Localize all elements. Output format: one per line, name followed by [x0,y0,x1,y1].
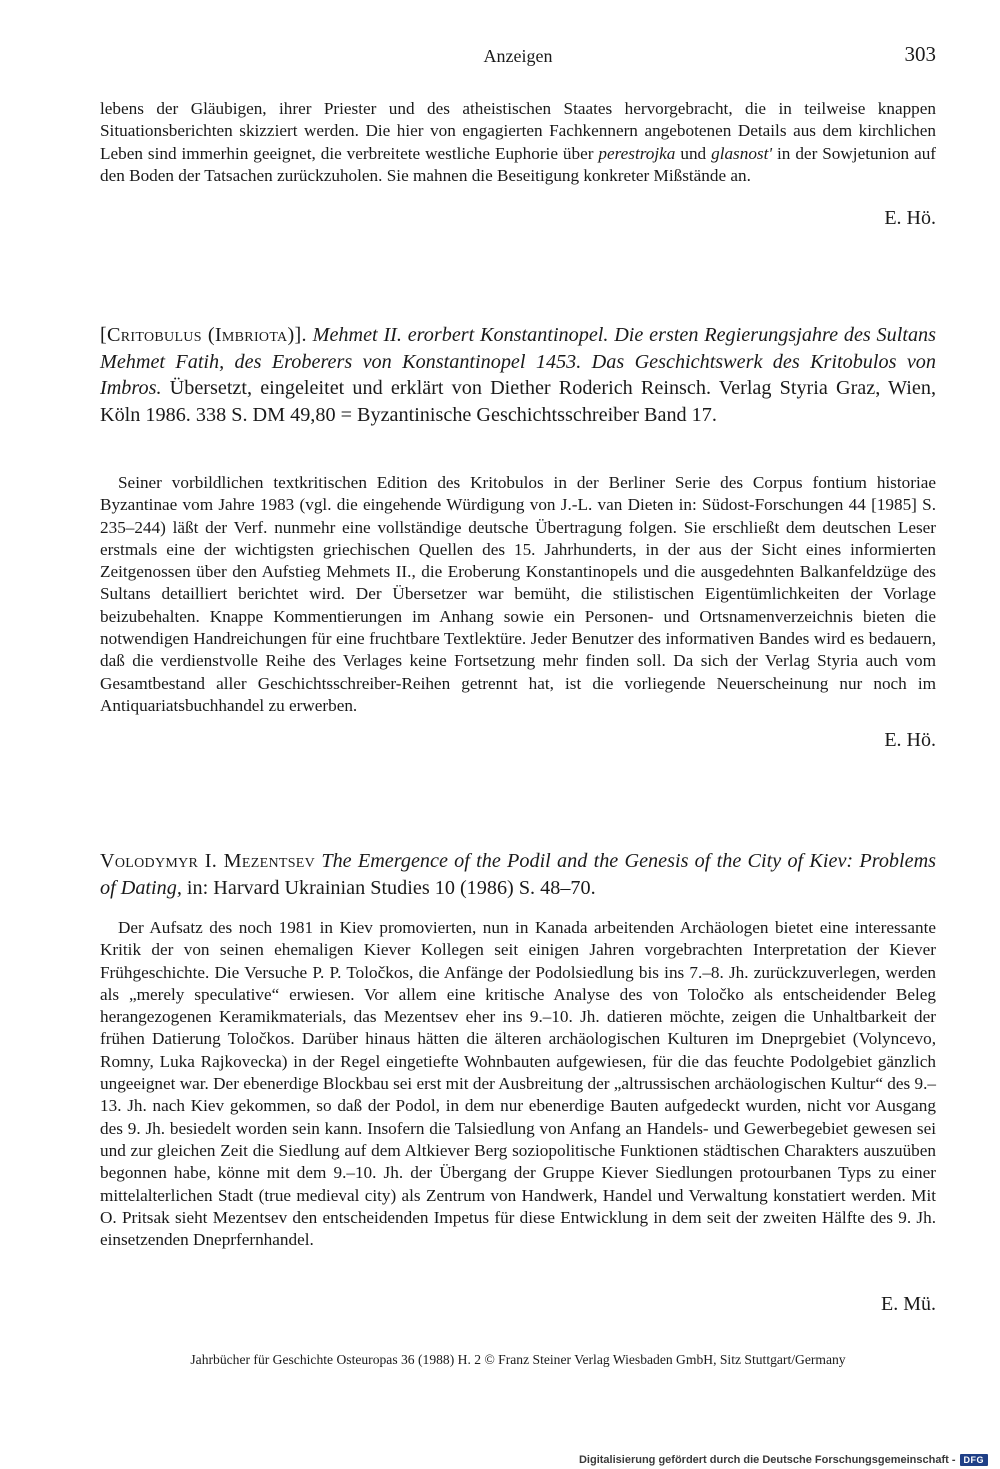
review-paragraph: Seiner vorbildlichen textkritischen Edition des Kritobulos in der Berliner Serie des Corpus fontium historiae Byzantinae vom Jahre 1983 (vgl. die eingehende Würdigung von J.-L. van Dieten in: Südost-Forschungen 44 [1985] S. 235–244) läßt der Verf. nunmehr eine vollständige deutsche Übertragung folgen. Sie erschließt dem deutschen Leser erstmals eine der wichtigsten griechischen Quellen des 15. Jahrhunderts, in der aus der Sicht eines informierten Zeitgenossen über den Aufstieg Mehmets II., die Eroberung Konstantinopels und die ausgedehnten Balkanfeldzüge des Sultans detailliert berichtet wird. Der Übersetzer war bemüht, die stilistischen Eigentümlichkeiten der Vorlage beizubehalten. Knappe Kommentierungen im Anhang sowie ein Personen- und Ortsnamenverzeichnis bieten die notwendigen Handreichungen für eine fruchtbare Textlektüre. Jeder Benutzer des informativen Bandes wird es bedauern, daß die verdienstvolle Reihe des Verlages keine Fortsetzung mehr finden soll. Da sich der Verlag Styria auch vom Gesamtbestand aller Geschichtsschreiber-Reihen getrennt hat, ist die vorliegende Neuerscheinung nur noch im Antiquariatsbuchhandel zu erwerben. [100,473,936,715]
digitization-text: Digitalisierung gefördert durch die Deutsche Forschungsgemeinschaft - [578,1454,956,1466]
review-body-mezentsev [100,917,936,1251]
book-title: Mehmet II. erorbert Konstantinopel. Die ersten Regierungsjahre des Sultans Mehmet Fatih, des Eroberers von Konstantinopel 1453. Das Geschichtswerk des Kritobulos von Imbros. [100,324,936,400]
reviewer-signature-1: E. Hö. [884,207,936,229]
bibliographic-entry [100,848,936,901]
digitization-notice [579,1452,988,1468]
review-body-kritobulos [100,472,936,717]
running-head [100,42,936,72]
reviewer-signature-3: E. Mü. [881,1293,936,1315]
review-paragraph: Der Aufsatz des noch 1981 in Kiev promovierten, nun in Kanada arbeitenden Archäologen bietet eine interessante Kritik der von seinen ehemaligen Kiever Kollegen seit einigen Jahren vorgebrachten Interpretation der Kiever Frühgeschichte. Die Versuche P. P. Toločkos, die Anfänge der Podolsiedlung bis ins 7.–8. Jh. zurückzuverlegen, werden als „merely speculative“ erwiesen. Vor allem eine kritische Analyse des von Toločko als entscheidender Beleg herangezogenen Keramikmaterials, das Mezentsev eher ins 9.–10. Jh. datieren möchte, zeigen die Unhaltbarkeit der frühen Datierung Toločkos. Darüber hinaus hätten die älteren archäologischen Kulturen im Dneprgebiet (Volyncevo, Romny, Luka Rajkovecka) in der Regel eingetiefte Wohnbauten aufgewiesen, für die das feuchte Podolgebiet gänzlich ungeeignet war. Der ebenerdige Blockbau sei erst mit der Ausbreitung der „altrussischen archäologischen Kultur“ des 9.–13. Jh. nach Kiev gekommen, so daß der Podol, in dem nur ebenerdige Bauten aufgedeckt wurden, nicht vor Ausgang des 9. Jh. besiedelt worden sein kann. Insofern die Talsiedlung von Anfang an Handels- und Gewerbegebiet gewesen sei und zur gleichen Zeit die Siedlung auf dem Altkiever Berg soziopolitische Funktionen städtischen Charakters auszuüben begonnen habe, könne mit dem 9.–10. Jh. der Übergang der Gruppe Kiever Siedlungen protourbanen Typs zu einer mittelalterlichen Stadt (true medieval city) als Zentrum von Handwerk, Handel und Verwaltung konstatiert werden. Mit O. Pritsak sieht Mezentsev den entscheidenden Impetus für diese Entwicklung in dem seit der zweiten Hälfte des 9. Jh. einsetzenden Dneprfernhandel. [100,918,936,1250]
reviewer-signature-2: E. Hö. [884,729,936,751]
author: [Critobulus (Imbriota)]. [100,324,307,346]
review-heading-mezentsev [100,848,936,901]
bibliographic-entry [100,322,936,428]
review-continuation [100,98,936,187]
running-head-title: Anzeigen [483,46,553,66]
journal-footer: Jahrbücher für Geschichte Osteuropas 36 (1988) H. 2 © Franz Steiner Verlag Wiesbaden GmbH, Sitz Stuttgart/Germany [190,1352,846,1367]
author: Volodymyr I. Mezentsev [100,850,316,872]
publication-details: in: Harvard Ukrainian Studies 10 (1986) S. 48–70. [186,876,596,899]
publication-details: Übersetzt, eingeleitet und erklärt von Diether Roderich Reinsch. Verlag Styria Graz, Wien, Köln 1986. 338 S. DM 49,80 = Byzantinische Geschichtsschreiber Band 17. [100,377,936,426]
page-number: 303 [904,42,936,66]
article-title: The Emergence of the Podil and the Genesis of the City of Kiev: Problems of Dating, [100,850,937,899]
review-heading-kritobulos [100,322,936,428]
continuation-paragraph: lebens der Gläubigen, ihrer Priester und des atheistischen Staates hervorgebracht, die in teilweise knappen Situationsberichten skizziert werden. Die hier von engagierten Fachkennern angebotenen Details aus dem kirchlichen Leben sind immerhin geeignet, die verbreitete westliche Euphorie über perestrojka und glasnost' in der Sowjetunion auf den Boden der Tatsachen zurückzuholen. Sie mahnen die Beseitigung konkreter Mißstände an. [100,99,937,185]
dfg-logo-icon: DFG [960,1454,989,1466]
